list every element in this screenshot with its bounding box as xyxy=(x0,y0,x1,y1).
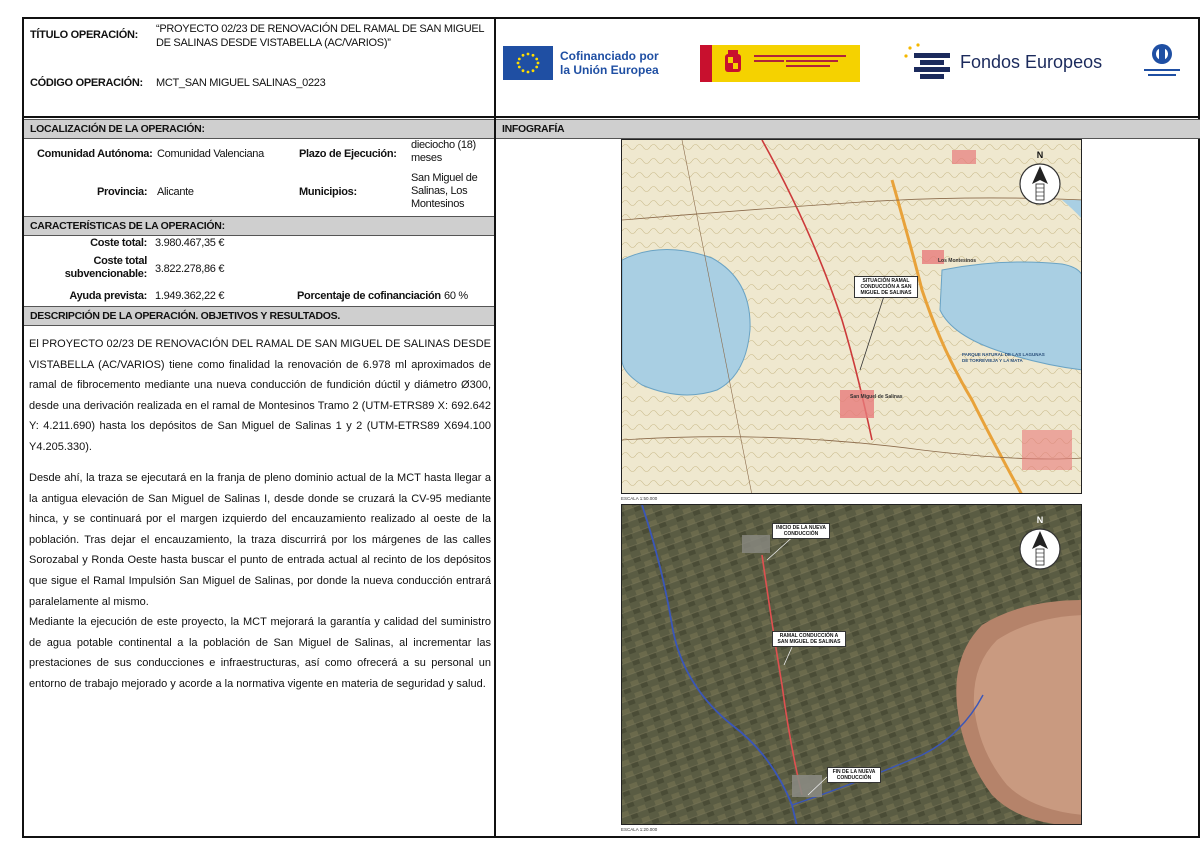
aerial-map xyxy=(621,504,1082,825)
plazo-label: Plazo de Ejecución: xyxy=(299,148,397,160)
coste-subvencionable-value: 3.822.278,86 € xyxy=(155,263,225,275)
north-arrow-icon xyxy=(1018,160,1062,206)
map1-place-montesinos: Los Montesinos xyxy=(938,258,977,264)
caracteristicas-heading: CARACTERÍSTICAS DE LA OPERACIÓN: xyxy=(24,216,494,236)
provincia-label: Provincia: xyxy=(97,186,148,198)
coste-sub-line-1: Coste total xyxy=(93,255,147,267)
descripcion-paragraph-3: Mediante la ejecución de este proyecto, la MCT mejorará la garantía y calidad del suministro de agua potable continental a la población de San Miguel de Salinas, al incrementar las prestaciones de sus conducciones e infraestructuras, así como ofrecerá a su personal un entorno de trabajo mejorado y acorde a la normativa vigente en materia de seguridad y salud. xyxy=(29,616,491,690)
plazo-line-1: dieciocho (18) xyxy=(411,139,476,151)
municipios-value xyxy=(411,172,477,211)
ministry-line-4 xyxy=(786,60,838,62)
eu-flag-logo xyxy=(503,46,553,80)
infografia-heading: INFOGRAFÍA xyxy=(496,119,1200,139)
ministry-line-3 xyxy=(786,55,846,57)
municipios-line-1: San Miguel de xyxy=(411,172,478,184)
map1-scale: ESCALA 1:50.000 xyxy=(621,496,658,501)
coste-sub-line-2: subvencionable: xyxy=(64,268,147,280)
eu-text-line-2: la Unión Europea xyxy=(560,63,659,77)
coste-total-label: Coste total: xyxy=(90,237,147,249)
localizacion-heading: LOCALIZACIÓN DE LA OPERACIÓN: xyxy=(24,119,494,139)
titulo-line-1: “PROYECTO 02/23 DE RENOVACIÓN DEL RAMAL DE SAN MIGUEL xyxy=(156,23,485,35)
ayuda-value: 1.949.362,22 € xyxy=(155,290,225,302)
map1-park-line-1: PARQUE NATURAL DE LAS LAGUNAS xyxy=(962,352,1045,357)
gobierno-espana-logo xyxy=(700,45,860,82)
column-divider xyxy=(494,17,496,838)
spain-flag-stripe xyxy=(700,45,712,82)
north-arrow-icon xyxy=(1018,525,1062,571)
titulo-label: TÍTULO OPERACIÓN: xyxy=(30,29,138,41)
map1-park-line-2: DE TORREVIEJA Y LA MATA xyxy=(962,358,1023,363)
descripcion-paragraph-2: Desde ahí, la traza se ejecutará en la franja de pleno dominio actual de la MCT hasta llegar a la antigua elevación de San Miguel de Salinas I, desde donde se cruzará la CV-95 mediante hinca, y se continuará por el margen izquierdo del encauzamiento realizado al oeste de la población. Tras dejar el encauzamiento, la traza discurrirá por los márgenes de las calles Sorozabal y Ronda Oeste hasta buscar el punto de entrada actual al recinto de los depósitos que sigue el Ramal Impulsión San Miguel de Salinas, por donde la nueva conducción entrará paralelamente al mismo. xyxy=(29,472,491,608)
provincia-value: Alicante xyxy=(157,186,194,198)
codigo-label: CÓDIGO OPERACIÓN: xyxy=(30,77,143,89)
map1-label-line-3: MIGUEL DE SALINAS xyxy=(860,290,912,296)
map1-situacion-label xyxy=(854,276,918,298)
municipios-label: Municipios: xyxy=(299,186,357,198)
map1-place-san-miguel: San Miguel de Salinas xyxy=(850,394,903,400)
map1-north-letter: N xyxy=(1036,150,1044,160)
map1-label-line-1: SITUACIÓN RAMAL xyxy=(862,278,910,284)
topographic-map xyxy=(621,139,1082,494)
ayuda-label: Ayuda prevista: xyxy=(69,290,147,302)
map2-inicio-label xyxy=(772,523,830,539)
map2-fin-label xyxy=(827,767,881,783)
porcentaje-label: Porcentaje de cofinanciación xyxy=(297,290,441,302)
map2-inicio-line-2: CONDUCCIÓN xyxy=(783,531,819,537)
map2-north-letter: N xyxy=(1036,515,1044,525)
map2-ramal-line-2: SAN MIGUEL DE SALINAS xyxy=(777,639,841,645)
map1-north-arrow xyxy=(1018,150,1062,208)
municipios-line-3: Montesinos xyxy=(411,198,465,210)
map2-north-arrow xyxy=(1018,515,1062,573)
fondos-europeos-text: Fondos Europeos xyxy=(960,52,1103,72)
plazo-line-2: meses xyxy=(411,152,442,164)
map1-park-label xyxy=(962,352,1045,364)
ministry-line-2 xyxy=(754,60,784,62)
coat-of-arms-icon xyxy=(720,49,746,78)
map2-ramal-label xyxy=(772,631,846,647)
ccaa-label: Comunidad Autónoma: xyxy=(37,148,153,160)
map2-fin-line-2: CONDUCCIÓN xyxy=(836,775,872,781)
porcentaje-value: 60 % xyxy=(444,290,468,302)
coste-subvencionable-label xyxy=(24,255,147,281)
mct-logo-icon xyxy=(1140,42,1184,82)
descripcion-paragraph-1: El PROYECTO 02/23 DE RENOVACIÓN DEL RAMAL DE SAN MIGUEL DE SALINAS DESDE VISTABELLA (AC/VARIOS) tiene como finalidad la renovación de 6.978 ml aproximados de ramal de fibrocemento mediante una nueva conducción de fundición dúctil y diámetro Ø300, desde una derivación realizada en el ramal de Montesinos Tramo 2 (UTM-ETRS89 X: 692.642 Y: 4.211.690) hasta los depósitos de San Miguel de Salinas 1 y 2 (UTM-ETRS89 X694.100 Y4.205.330). xyxy=(29,338,491,453)
map1-label-line-2: CONDUCCIÓN A SAN xyxy=(860,284,912,290)
ccaa-value: Comunidad Valenciana xyxy=(157,148,264,160)
map2-inicio-line-1: INICIO DE LA NUEVA xyxy=(775,525,826,531)
coste-total-value: 3.980.467,35 € xyxy=(155,237,225,249)
eu-text-line-1: Cofinanciado por xyxy=(560,49,659,63)
map2-fin-line-1: FIN DE LA NUEVA xyxy=(832,769,876,775)
municipios-line-2: Salinas, Los xyxy=(411,185,468,197)
topographic-map-drawing xyxy=(622,140,1082,494)
map2-ramal-line-1: RAMAL CONDUCCIÓN A xyxy=(779,633,839,639)
titulo-value xyxy=(156,22,484,50)
codigo-value: MCT_SAN MIGUEL SALINAS_0223 xyxy=(156,77,326,89)
fondos-europeos-emblem-icon xyxy=(902,42,954,82)
ministry-line-5 xyxy=(786,65,830,67)
spain-flag-yellow xyxy=(712,45,718,82)
descripcion-heading: DESCRIPCIÓN DE LA OPERACIÓN. OBJETIVOS Y RESULTADOS. xyxy=(24,306,494,326)
eu-stars-icon xyxy=(503,46,553,80)
map2-scale: ESCALA 1:20.000 xyxy=(621,827,658,832)
eu-cofinanciado-text xyxy=(560,49,659,77)
titulo-line-2: DE SALINAS DESDE VISTABELLA (AC/VARIOS)” xyxy=(156,37,391,49)
plazo-value xyxy=(411,139,476,165)
header-divider xyxy=(22,116,1200,118)
